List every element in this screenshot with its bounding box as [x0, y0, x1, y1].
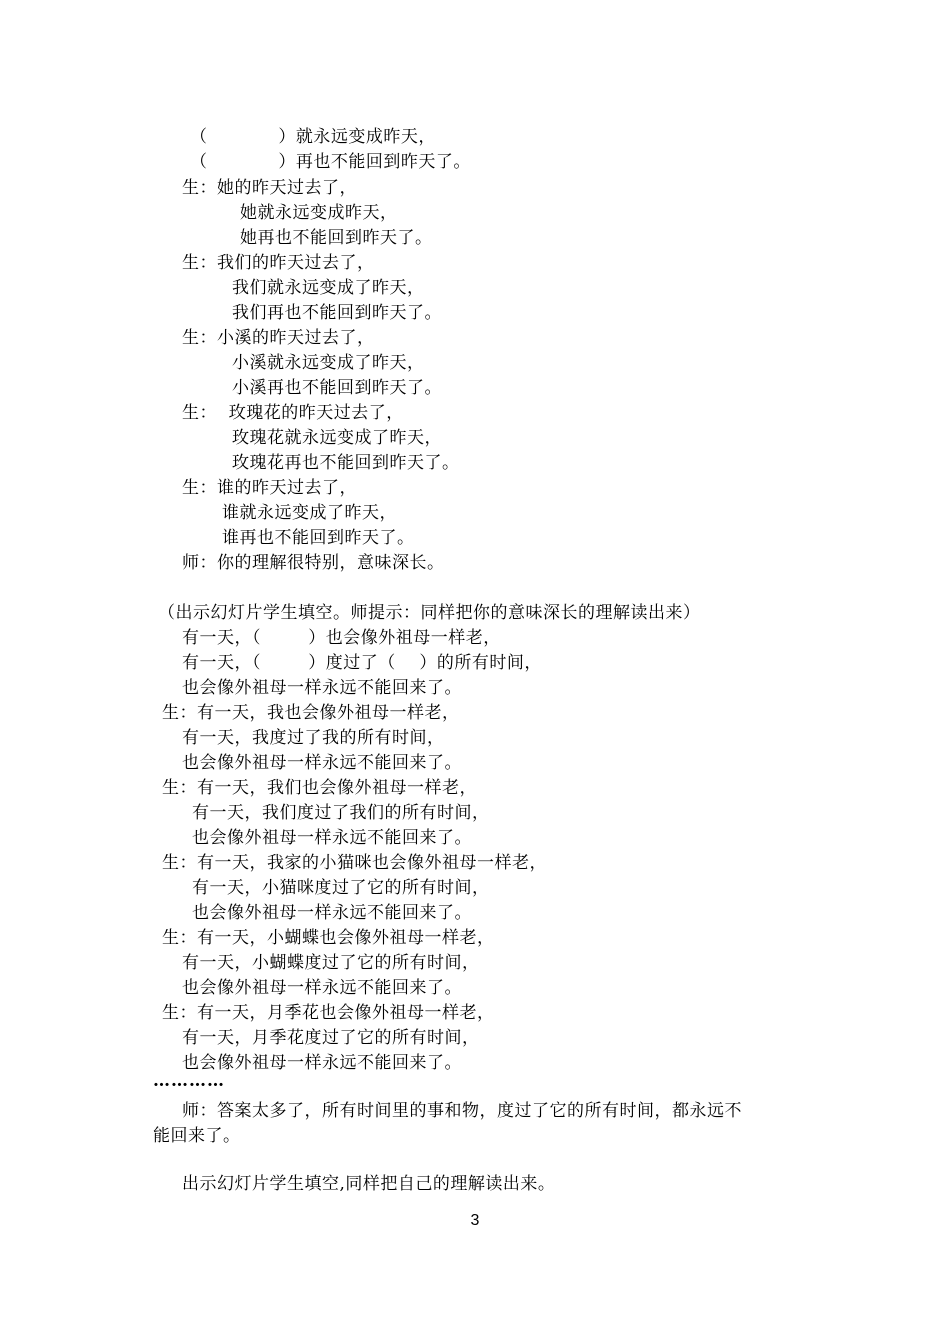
text-line: 生：有一天，小蝴蝶也会像外祖母一样老，	[162, 928, 495, 948]
text-line: 生：她的昨天过去了，	[182, 178, 357, 198]
text-line: 小溪就永远变成了昨天，	[232, 353, 425, 373]
text-line: 她再也不能回到昨天了。	[240, 228, 433, 248]
text-line: 也会像外祖母一样永远不能回来了。	[192, 828, 472, 848]
text-line: 有一天，我们度过了我们的所有时间，	[192, 803, 490, 823]
text-line: 也会像外祖母一样永远不能回来了。	[182, 678, 462, 698]
text-line: 她就永远变成昨天，	[240, 203, 398, 223]
text-line: 出示幻灯片学生填空,同样把自己的理解读出来。	[182, 1174, 556, 1194]
text-line: 有一天，我度过了我的所有时间，	[182, 728, 445, 748]
text-line: 有一天，（ ）度过了（ ）的所有时间，	[182, 653, 542, 673]
text-line: （ ）就永远变成昨天，	[190, 127, 436, 147]
text-line: 生：有一天，月季花也会像外祖母一样老，	[162, 1003, 495, 1023]
text-line: 也会像外祖母一样永远不能回来了。	[182, 978, 462, 998]
text-line: 生：有一天，我家的小猫咪也会像外祖母一样老，	[162, 853, 547, 873]
text-line: 生：谁的昨天过去了，	[182, 478, 357, 498]
text-line: 也会像外祖母一样永远不能回来了。	[182, 1053, 462, 1073]
text-line: 谁再也不能回到昨天了。	[222, 528, 415, 548]
text-line: （ ）再也不能回到昨天了。	[190, 152, 471, 172]
text-line: 谁就永远变成了昨天，	[222, 503, 397, 523]
text-line: 我们再也不能回到昨天了。	[232, 303, 442, 323]
text-line: 生：有一天，我也会像外祖母一样老，	[162, 703, 460, 723]
text-line: 生：有一天，我们也会像外祖母一样老，	[162, 778, 477, 798]
text-line: 也会像外祖母一样永远不能回来了。	[182, 753, 462, 773]
ellipsis-line: …………	[153, 1071, 225, 1091]
text-line: 师：答案太多了，所有时间里的事和物，度过了它的所有时间，都永远不	[182, 1101, 742, 1121]
text-line: 生：我们的昨天过去了，	[182, 253, 375, 273]
text-line: 生：小溪的昨天过去了，	[182, 328, 375, 348]
text-line: 我们就永远变成了昨天，	[232, 278, 425, 298]
text-line: 师：你的理解很特别，意味深长。	[182, 553, 445, 573]
text-line: 生： 玫瑰花的昨天过去了，	[182, 403, 404, 423]
text-line: 也会像外祖母一样永远不能回来了。	[192, 903, 472, 923]
text-line: 玫瑰花就永远变成了昨天，	[232, 428, 442, 448]
text-line: 玫瑰花再也不能回到昨天了。	[232, 453, 460, 473]
text-line: 有一天，月季花度过了它的所有时间，	[182, 1028, 480, 1048]
text-line: 有一天，（ ）也会像外祖母一样老，	[182, 628, 501, 648]
page-number: 3	[470, 1212, 480, 1229]
text-line: 能回来了。	[153, 1126, 241, 1146]
text-line: 有一天，小蝴蝶度过了它的所有时间，	[182, 953, 480, 973]
text-line: 有一天，小猫咪度过了它的所有时间，	[192, 878, 490, 898]
text-line: 小溪再也不能回到昨天了。	[232, 378, 442, 398]
text-line: （出示幻灯片学生填空。师提示：同样把你的意味深长的理解读出来）	[158, 603, 701, 623]
